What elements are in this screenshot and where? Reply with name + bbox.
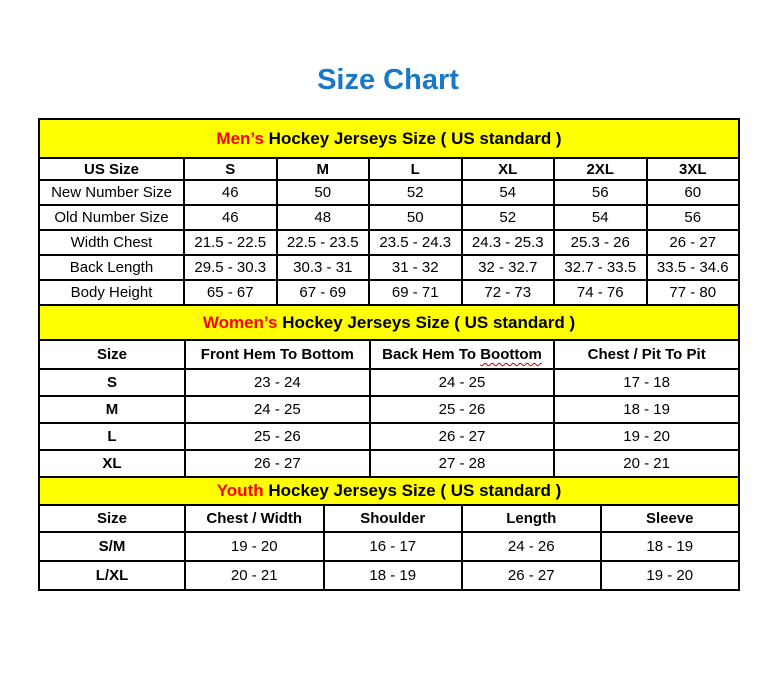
youth-band-text: Hockey Jerseys Size ( US standard ) (263, 481, 562, 500)
youth-value-cell: 18 - 19 (324, 561, 463, 590)
mens-column-header: M (277, 158, 370, 180)
womens-value-cell: 27 - 28 (370, 450, 555, 477)
mens-column-header: 2XL (554, 158, 647, 180)
womens-row-label: M (39, 396, 185, 423)
womens-value-cell: 23 - 24 (185, 369, 370, 396)
womens-value-cell: 24 - 25 (370, 369, 555, 396)
womens-value-cell: 19 - 20 (554, 423, 739, 450)
mens-value-cell: 48 (277, 205, 370, 230)
womens-band-highlight: Women’s (202, 312, 278, 332)
youth-column-header: Sleeve (601, 505, 740, 532)
youth-value-cell: 19 - 20 (601, 561, 740, 590)
womens-row (39, 423, 739, 450)
womens-value-cell: 25 - 26 (185, 423, 370, 450)
youth-row (39, 532, 739, 561)
mens-value-cell: 60 (647, 180, 740, 205)
mens-value-cell: 46 (184, 205, 277, 230)
mens-column-header: US Size (39, 158, 184, 180)
mens-row (39, 180, 739, 205)
womens-row (39, 450, 739, 477)
mens-value-cell: 50 (277, 180, 370, 205)
mens-value-cell: 77 - 80 (647, 280, 740, 305)
womens-row (39, 396, 739, 423)
youth-column-header: Chest / Width (185, 505, 324, 532)
mens-row (39, 205, 739, 230)
womens-value-cell: 20 - 21 (554, 450, 739, 477)
youth-value-cell: 20 - 21 (185, 561, 324, 590)
mens-value-cell: 23.5 - 24.3 (369, 230, 462, 255)
mens-row-label: Old Number Size (39, 205, 184, 230)
mens-band-highlight: Men’s (216, 128, 264, 148)
youth-value-cell: 24 - 26 (462, 532, 601, 561)
mens-value-cell: 32.7 - 33.5 (554, 255, 647, 280)
mens-value-cell: 54 (554, 205, 647, 230)
mens-header-row (39, 158, 739, 180)
mens-row (39, 280, 739, 305)
youth-band-highlight: Youth (216, 481, 264, 500)
mens-row-label: Width Chest (39, 230, 184, 255)
womens-band-row (39, 305, 739, 340)
mens-column-header: L (369, 158, 462, 180)
womens-value-cell: 26 - 27 (185, 450, 370, 477)
mens-value-cell: 31 - 32 (369, 255, 462, 280)
mens-value-cell: 22.5 - 23.5 (277, 230, 370, 255)
mens-value-cell: 46 (184, 180, 277, 205)
womens-value-cell: 18 - 19 (554, 396, 739, 423)
womens-band-title (39, 305, 739, 340)
mens-value-cell: 56 (647, 205, 740, 230)
youth-value-cell: 26 - 27 (462, 561, 601, 590)
mens-band-row (39, 119, 739, 158)
mens-value-cell: 29.5 - 30.3 (184, 255, 277, 280)
mens-value-cell: 52 (462, 205, 555, 230)
mens-value-cell: 25.3 - 26 (554, 230, 647, 255)
mens-row-label: Body Height (39, 280, 184, 305)
womens-row-label: S (39, 369, 185, 396)
womens-value-cell: 25 - 26 (370, 396, 555, 423)
mens-value-cell: 54 (462, 180, 555, 205)
mens-value-cell: 69 - 71 (369, 280, 462, 305)
womens-header-row (39, 340, 739, 369)
womens-value-cell: 17 - 18 (554, 369, 739, 396)
womens-column-header: Chest / Pit To Pit (554, 340, 739, 369)
womens-value-cell: 24 - 25 (185, 396, 370, 423)
mens-value-cell: 50 (369, 205, 462, 230)
mens-row (39, 255, 739, 280)
youth-value-cell: 18 - 19 (601, 532, 740, 561)
womens-column-header: Size (39, 340, 185, 369)
womens-column-header: Back Hem To Boottom (370, 340, 555, 369)
misspelled-word: Boottom (480, 346, 542, 363)
youth-row-label: S/M (39, 532, 185, 561)
youth-header-row (39, 505, 739, 532)
mens-value-cell: 26 - 27 (647, 230, 740, 255)
mens-column-header: 3XL (647, 158, 740, 180)
mens-column-header: XL (462, 158, 555, 180)
youth-column-header: Length (462, 505, 601, 532)
youth-value-cell: 16 - 17 (324, 532, 463, 561)
womens-column-header: Front Hem To Bottom (185, 340, 370, 369)
youth-row (39, 561, 739, 590)
mens-value-cell: 21.5 - 22.5 (184, 230, 277, 255)
mens-value-cell: 72 - 73 (462, 280, 555, 305)
mens-value-cell: 24.3 - 25.3 (462, 230, 555, 255)
mens-value-cell: 52 (369, 180, 462, 205)
youth-size-table (38, 476, 740, 591)
youth-band-title (39, 477, 739, 505)
youth-column-header: Shoulder (324, 505, 463, 532)
womens-row-label: L (39, 423, 185, 450)
mens-band-text: Hockey Jerseys Size ( US standard ) (263, 128, 562, 148)
womens-band-text: Hockey Jerseys Size ( US standard ) (277, 312, 576, 332)
mens-value-cell: 33.5 - 34.6 (647, 255, 740, 280)
mens-band-title (39, 119, 739, 158)
youth-band-row (39, 477, 739, 505)
womens-row-label: XL (39, 450, 185, 477)
mens-value-cell: 74 - 76 (554, 280, 647, 305)
womens-row (39, 369, 739, 396)
youth-row-label: L/XL (39, 561, 185, 590)
mens-row-label: Back Length (39, 255, 184, 280)
mens-value-cell: 65 - 67 (184, 280, 277, 305)
mens-row-label: New Number Size (39, 180, 184, 205)
page-title: Size Chart (317, 64, 459, 96)
mens-value-cell: 56 (554, 180, 647, 205)
mens-value-cell: 32 - 32.7 (462, 255, 555, 280)
mens-row (39, 230, 739, 255)
youth-column-header: Size (39, 505, 185, 532)
womens-size-table (38, 304, 740, 478)
mens-value-cell: 30.3 - 31 (277, 255, 370, 280)
size-tables (38, 118, 740, 591)
mens-size-table (38, 118, 740, 306)
womens-value-cell: 26 - 27 (370, 423, 555, 450)
mens-value-cell: 67 - 69 (277, 280, 370, 305)
youth-value-cell: 19 - 20 (185, 532, 324, 561)
mens-column-header: S (184, 158, 277, 180)
